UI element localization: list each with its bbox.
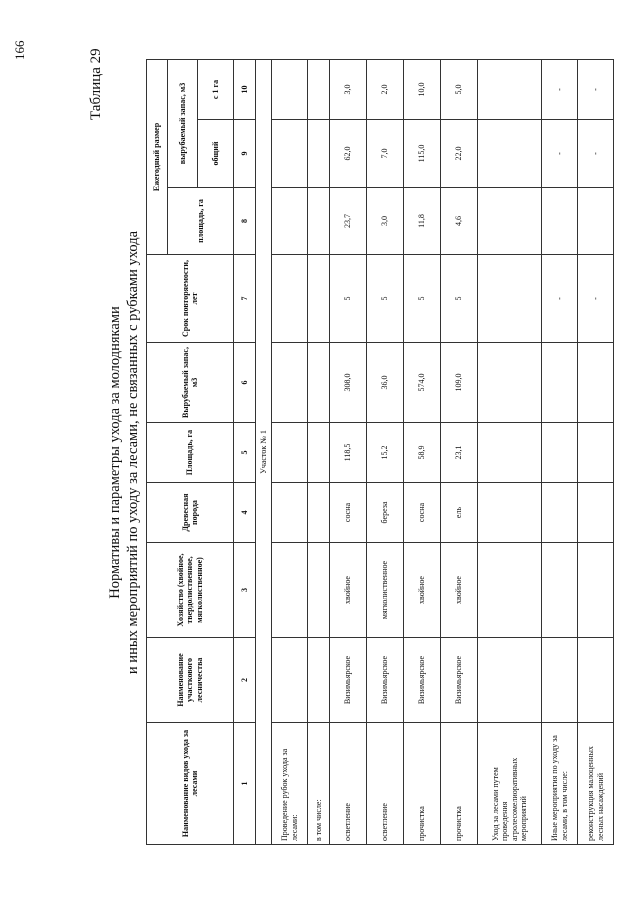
header-service-type: Наименование видов ухода за лесами [147, 723, 234, 845]
table-cell: осветление [330, 723, 367, 845]
header-species: Древесная порода [147, 483, 234, 543]
col-number: 1 [234, 723, 256, 845]
table-cell [578, 188, 614, 255]
table-cell: 36,0 [367, 343, 404, 423]
table-cell: 2,0 [367, 59, 404, 119]
table-cell: Визимьярское [367, 638, 404, 723]
table-cell: - [578, 59, 614, 119]
table-label: Таблица 29 [88, 48, 104, 120]
table-cell: 11,8 [404, 188, 441, 255]
table-cell [272, 543, 308, 638]
table-cell: 3,0 [367, 188, 404, 255]
table-row [330, 59, 367, 844]
table-row [542, 59, 578, 844]
header-annual-volume: вырубаемый запас, м3 [168, 59, 198, 187]
table-cell: хвойное [330, 543, 367, 638]
table-cell [308, 343, 330, 423]
column-number-row [234, 59, 256, 844]
header-annual: Ежегодный размер [147, 59, 168, 254]
header-forestry: Наименование участкового лесничества [147, 638, 234, 723]
table-cell: осветление [367, 723, 404, 845]
table-cell [542, 343, 578, 423]
table-cell: 118,5 [330, 423, 367, 483]
header-economy: Хозяйство (хвойное, твердолиственное, мягколиственное) [147, 543, 234, 638]
table-cell: сосна [330, 483, 367, 543]
table-cell: Визимьярское [404, 638, 441, 723]
table-cell [308, 638, 330, 723]
table-cell: в том числе: [308, 723, 330, 845]
table-cell: 109,0 [441, 343, 478, 423]
table-cell: Уход за лесами путем проведения агролесомелиоративных мероприятий [478, 723, 542, 845]
table-cell [542, 543, 578, 638]
table-cell: - [578, 120, 614, 188]
table-cell: - [542, 59, 578, 119]
table-cell [578, 638, 614, 723]
table-cell [308, 255, 330, 343]
table-cell [272, 423, 308, 483]
table-title-line2: и иных мероприятий по уходу за лесами, не связанных с рубками ухода [125, 230, 141, 675]
table-cell [578, 343, 614, 423]
table-cell: 22,0 [441, 120, 478, 188]
header-period: Срок повторяемости, лет [147, 255, 234, 343]
table-cell: 574,0 [404, 343, 441, 423]
table-cell: Визимьярское [330, 638, 367, 723]
table-cell [478, 423, 542, 483]
table-cell [478, 343, 542, 423]
table-cell: прочистка [441, 723, 478, 845]
table-row [272, 59, 308, 844]
table-cell [308, 423, 330, 483]
table-cell: Визимьярское [441, 638, 478, 723]
table-cell [272, 120, 308, 188]
header-volume: Вырубаемый запас, м3 [147, 343, 234, 423]
col-number: 6 [234, 343, 256, 423]
table-cell: 308,0 [330, 343, 367, 423]
table-cell [578, 423, 614, 483]
table-row [404, 59, 441, 844]
table-cell: 10,0 [404, 59, 441, 119]
table-cell [578, 543, 614, 638]
table-cell [308, 543, 330, 638]
table-cell: сосна [404, 483, 441, 543]
header-volume-per-ha: с 1 га [198, 59, 234, 119]
table-cell: 5 [367, 255, 404, 343]
table-cell: - [578, 255, 614, 343]
table-body [272, 59, 614, 844]
col-number: 5 [234, 423, 256, 483]
table-cell [478, 638, 542, 723]
table-cell [272, 188, 308, 255]
table-cell: - [542, 120, 578, 188]
table-cell: 15,2 [367, 423, 404, 483]
table-cell: 5 [441, 255, 478, 343]
table-cell [308, 483, 330, 543]
table-cell [272, 638, 308, 723]
table-row [308, 59, 330, 844]
table-cell [542, 638, 578, 723]
table-cell [478, 543, 542, 638]
table-cell [478, 59, 542, 119]
table-cell: реконструкция малоценных лесных насаждений [578, 723, 614, 845]
table-row [578, 59, 614, 844]
col-number: 9 [234, 120, 256, 188]
table-cell: 58,9 [404, 423, 441, 483]
table-cell: хвойное [441, 543, 478, 638]
table-cell [542, 188, 578, 255]
col-number: 8 [234, 188, 256, 255]
col-number: 2 [234, 638, 256, 723]
table-cell [478, 120, 542, 188]
table-cell [478, 188, 542, 255]
table-cell: Проведение рубок ухода за лесами: [272, 723, 308, 845]
table-cell: 3,0 [330, 59, 367, 119]
table-cell: 115,0 [404, 120, 441, 188]
table-cell: 4,6 [441, 188, 478, 255]
col-number: 3 [234, 543, 256, 638]
table-cell [542, 423, 578, 483]
col-number: 4 [234, 483, 256, 543]
table-row [478, 59, 542, 844]
table-cell: 5 [404, 255, 441, 343]
table-cell [272, 343, 308, 423]
table-cell [272, 483, 308, 543]
table-cell [272, 255, 308, 343]
table-cell: мягколиственное [367, 543, 404, 638]
table-cell: 5,0 [441, 59, 478, 119]
table-cell: хвойное [404, 543, 441, 638]
page-number: 166 [12, 40, 27, 60]
table-cell: 5 [330, 255, 367, 343]
table-cell [578, 483, 614, 543]
col-number: 7 [234, 255, 256, 343]
header-annual-area: площадь, га [168, 188, 234, 255]
table-cell [308, 59, 330, 119]
header-area: Площадь, га [147, 423, 234, 483]
table-cell [542, 483, 578, 543]
table-cell [272, 59, 308, 119]
table-cell: 23,1 [441, 423, 478, 483]
table-cell: береза [367, 483, 404, 543]
table-title-line1: Нормативы и параметры ухода за молодняками [107, 306, 123, 599]
table-row [441, 59, 478, 844]
table-cell [478, 255, 542, 343]
table-cell: - [542, 255, 578, 343]
table-cell: 7,0 [367, 120, 404, 188]
table-cell: ель [441, 483, 478, 543]
table-cell: прочистка [404, 723, 441, 845]
table-cell: Иные мероприятия по уходу за лесами, в том числе: [542, 723, 578, 845]
table-cell: 23,7 [330, 188, 367, 255]
care-norms-table [146, 59, 614, 845]
section-header: Участок № 1 [256, 59, 272, 844]
table-cell [308, 188, 330, 255]
table-cell [308, 120, 330, 188]
table-cell: 62,0 [330, 120, 367, 188]
col-number: 10 [234, 59, 256, 119]
header-volume-total: общий [198, 120, 234, 188]
table-row [367, 59, 404, 844]
table-cell [478, 483, 542, 543]
